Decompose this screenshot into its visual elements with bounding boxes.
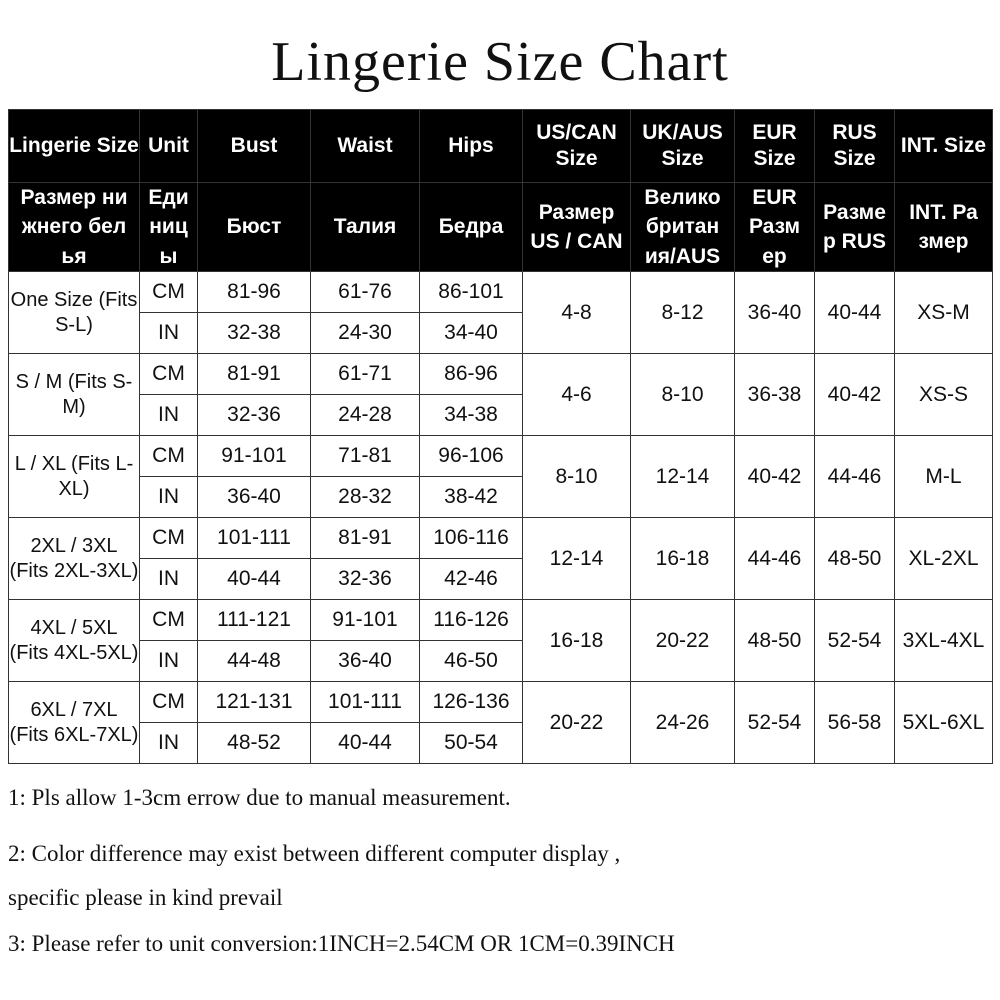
cm-waist: 81-91 bbox=[311, 518, 420, 559]
in-bust: 40-44 bbox=[198, 559, 311, 600]
table-row bbox=[9, 436, 993, 477]
in-hips: 42-46 bbox=[420, 559, 523, 600]
in-waist: 32-36 bbox=[311, 559, 420, 600]
cm-unit: CM bbox=[140, 272, 198, 313]
table-row bbox=[9, 518, 993, 559]
in-bust: 44-48 bbox=[198, 641, 311, 682]
note-2-continued: specific please in kind prevail bbox=[8, 885, 283, 910]
eur-size-value: 52-54 bbox=[735, 682, 815, 764]
int-size-value: 3XL-4XL bbox=[895, 600, 993, 682]
note-1: 1: Pls allow 1-3cm errow due to manual measurement. bbox=[8, 785, 511, 810]
cm-waist: 61-71 bbox=[311, 354, 420, 395]
in-waist: 28-32 bbox=[311, 477, 420, 518]
int-size-value: XS-S bbox=[895, 354, 993, 436]
header-row-english bbox=[9, 110, 993, 183]
in-waist: 24-30 bbox=[311, 313, 420, 354]
in-bust: 32-36 bbox=[198, 395, 311, 436]
cm-unit: CM bbox=[140, 600, 198, 641]
size-label: 4XL / 5XL (Fits 4XL-5XL) bbox=[9, 600, 140, 682]
header-waist: Waist bbox=[311, 110, 420, 183]
header-int-size: INT. Size bbox=[895, 110, 993, 183]
in-waist: 36-40 bbox=[311, 641, 420, 682]
cm-hips: 86-101 bbox=[420, 272, 523, 313]
header-us-can-size-ru: Размер US / CAN bbox=[523, 183, 631, 272]
table-row bbox=[9, 354, 993, 395]
uk-size-value: 8-10 bbox=[631, 354, 735, 436]
us-size-value: 4-6 bbox=[523, 354, 631, 436]
size-label: S / M (Fits S-M) bbox=[9, 354, 140, 436]
cm-hips: 96-106 bbox=[420, 436, 523, 477]
header-row-russian bbox=[9, 183, 993, 272]
in-hips: 34-38 bbox=[420, 395, 523, 436]
in-waist: 24-28 bbox=[311, 395, 420, 436]
table-row bbox=[9, 682, 993, 723]
eur-size-value: 48-50 bbox=[735, 600, 815, 682]
header-eur-size-ru: EUR Разм ер bbox=[735, 183, 815, 272]
chart-title: Lingerie Size Chart bbox=[271, 31, 729, 93]
header-unit: Unit bbox=[140, 110, 198, 183]
note-3: 3: Please refer to unit conversion:1INCH=2.54CM OR 1CM=0.39INCH bbox=[8, 931, 675, 956]
in-hips: 46-50 bbox=[420, 641, 523, 682]
us-size-value: 4-8 bbox=[523, 272, 631, 354]
uk-size-value: 16-18 bbox=[631, 518, 735, 600]
header-rus-size-ru: Разме р RUS bbox=[815, 183, 895, 272]
in-unit: IN bbox=[140, 723, 198, 764]
us-size-value: 8-10 bbox=[523, 436, 631, 518]
rus-size-value: 52-54 bbox=[815, 600, 895, 682]
uk-size-value: 8-12 bbox=[631, 272, 735, 354]
size-label: 6XL / 7XL (Fits 6XL-7XL) bbox=[9, 682, 140, 764]
us-size-value: 20-22 bbox=[523, 682, 631, 764]
header-lingerie-size-ru: Размер ни жнего бел ья bbox=[9, 183, 140, 272]
header-rus-size: RUS Size bbox=[815, 110, 895, 183]
note-2: 2: Color difference may exist between different computer display , bbox=[8, 841, 621, 866]
in-hips: 34-40 bbox=[420, 313, 523, 354]
size-label: One Size (Fits S-L) bbox=[9, 272, 140, 354]
cm-waist: 71-81 bbox=[311, 436, 420, 477]
cm-unit: CM bbox=[140, 436, 198, 477]
header-lingerie-size: Lingerie Size bbox=[9, 110, 140, 183]
cm-bust: 111-121 bbox=[198, 600, 311, 641]
header-int-size-ru: INT. Ра змер bbox=[895, 183, 993, 272]
header-eur-size: EUR Size bbox=[735, 110, 815, 183]
rus-size-value: 40-42 bbox=[815, 354, 895, 436]
eur-size-value: 36-38 bbox=[735, 354, 815, 436]
in-unit: IN bbox=[140, 641, 198, 682]
table-row bbox=[9, 600, 993, 641]
in-hips: 38-42 bbox=[420, 477, 523, 518]
cm-bust: 101-111 bbox=[198, 518, 311, 559]
in-hips: 50-54 bbox=[420, 723, 523, 764]
cm-hips: 106-116 bbox=[420, 518, 523, 559]
in-unit: IN bbox=[140, 313, 198, 354]
in-waist: 40-44 bbox=[311, 723, 420, 764]
rus-size-value: 44-46 bbox=[815, 436, 895, 518]
int-size-value: XL-2XL bbox=[895, 518, 993, 600]
in-unit: IN bbox=[140, 477, 198, 518]
header-us-can-size: US/CAN Size bbox=[523, 110, 631, 183]
cm-hips: 116-126 bbox=[420, 600, 523, 641]
cm-waist: 91-101 bbox=[311, 600, 420, 641]
header-bust: Bust bbox=[198, 110, 311, 183]
in-bust: 48-52 bbox=[198, 723, 311, 764]
rus-size-value: 48-50 bbox=[815, 518, 895, 600]
cm-unit: CM bbox=[140, 354, 198, 395]
cm-hips: 126-136 bbox=[420, 682, 523, 723]
header-hips-ru: Бедра bbox=[420, 183, 523, 272]
cm-bust: 81-91 bbox=[198, 354, 311, 395]
header-unit-ru: Еди ниц ы bbox=[140, 183, 198, 272]
cm-hips: 86-96 bbox=[420, 354, 523, 395]
size-label: L / XL (Fits L-XL) bbox=[9, 436, 140, 518]
us-size-value: 12-14 bbox=[523, 518, 631, 600]
uk-size-value: 24-26 bbox=[631, 682, 735, 764]
eur-size-value: 40-42 bbox=[735, 436, 815, 518]
header-waist-ru: Талия bbox=[311, 183, 420, 272]
int-size-value: M-L bbox=[895, 436, 993, 518]
int-size-value: 5XL-6XL bbox=[895, 682, 993, 764]
cm-bust: 81-96 bbox=[198, 272, 311, 313]
header-uk-aus-size: UK/AUS Size bbox=[631, 110, 735, 183]
header-bust-ru: Бюст bbox=[198, 183, 311, 272]
rus-size-value: 56-58 bbox=[815, 682, 895, 764]
in-bust: 36-40 bbox=[198, 477, 311, 518]
size-label: 2XL / 3XL (Fits 2XL-3XL) bbox=[9, 518, 140, 600]
cm-waist: 61-76 bbox=[311, 272, 420, 313]
cm-bust: 91-101 bbox=[198, 436, 311, 477]
header-hips: Hips bbox=[420, 110, 523, 183]
in-bust: 32-38 bbox=[198, 313, 311, 354]
cm-waist: 101-111 bbox=[311, 682, 420, 723]
cm-unit: CM bbox=[140, 682, 198, 723]
uk-size-value: 12-14 bbox=[631, 436, 735, 518]
table-row bbox=[9, 272, 993, 313]
header-uk-aus-size-ru: Велико британ ия/AUS bbox=[631, 183, 735, 272]
in-unit: IN bbox=[140, 559, 198, 600]
rus-size-value: 40-44 bbox=[815, 272, 895, 354]
cm-bust: 121-131 bbox=[198, 682, 311, 723]
us-size-value: 16-18 bbox=[523, 600, 631, 682]
in-unit: IN bbox=[140, 395, 198, 436]
int-size-value: XS-M bbox=[895, 272, 993, 354]
eur-size-value: 44-46 bbox=[735, 518, 815, 600]
eur-size-value: 36-40 bbox=[735, 272, 815, 354]
uk-size-value: 20-22 bbox=[631, 600, 735, 682]
size-chart-table bbox=[8, 109, 993, 764]
size-rows bbox=[9, 272, 993, 764]
cm-unit: CM bbox=[140, 518, 198, 559]
